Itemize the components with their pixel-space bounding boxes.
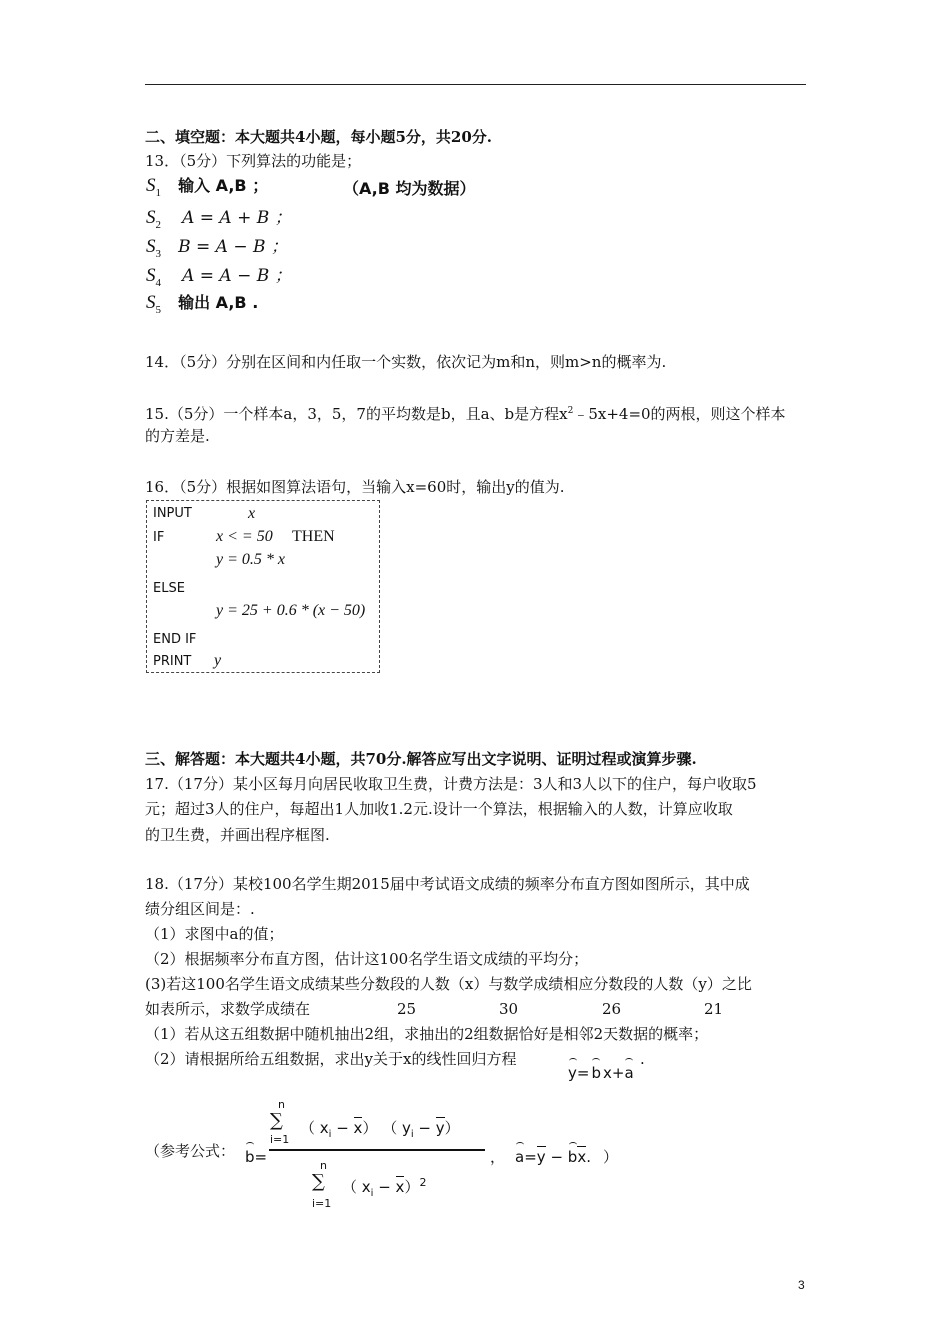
- sum-bottom: i=1: [312, 1197, 332, 1210]
- q18-line7: （1）若从这五组数据中随机抽出2组，求抽出的2组数据恰好是相邻2天数据的概率；: [145, 1025, 709, 1043]
- formula-b-hat: b=: [245, 1148, 268, 1166]
- code-if-kw: IF: [153, 530, 165, 545]
- page-number: 3: [798, 1278, 805, 1292]
- q13-step-5: $S_5$ 输出 A,B .: [146, 292, 259, 316]
- q18-line5: (3)若这100名学生语文成绩某些分数段的人数（x）与数学成绩相应分数段的人数（y）之比: [145, 975, 752, 993]
- code-assign-2: y = 25 + 0.6 * (x − 50): [216, 602, 366, 619]
- sum-sign: ∑: [312, 1171, 325, 1192]
- q17-line1: 17.（17分）某小区每月向居民收取卫生费，计费方法是：3人和3人以下的住户，每户收取5: [145, 775, 757, 793]
- step-text: 输出 A,B .: [178, 293, 259, 312]
- code-if-cond: x < = 50: [216, 528, 273, 545]
- table-value: 30: [499, 1000, 519, 1018]
- code-input-var: x: [248, 505, 256, 522]
- code-print-kw: PRINT: [153, 654, 192, 669]
- step-label: $S_1$: [146, 175, 161, 199]
- fraction-bar: [269, 1149, 485, 1151]
- code-input-kw: INPUT: [153, 506, 192, 521]
- step-text: A = A + B ；: [182, 208, 292, 228]
- code-endif-kw: END IF: [153, 632, 197, 647]
- section2-heading: 二、填空题：本大题共4小题，每小题5分，共20分.: [145, 128, 492, 146]
- q13-stem: 13．（5分）下列算法的功能是；: [145, 152, 362, 170]
- q18-line1: 18.（17分）某校100名学生期2015届中考试语文成绩的频率分布直方图如图所示，其中成: [145, 875, 750, 893]
- sum-top: n: [278, 1098, 285, 1111]
- formula-numerator: （ $x_i - x$） （ $y_i - y$）: [300, 1119, 460, 1140]
- q17-line3: 的卫生费，并画出程序框图.: [145, 826, 330, 844]
- formula-prefix: （参考公式：: [145, 1142, 236, 1160]
- formula-denominator: （ $x_i - x)^2$: [342, 1176, 427, 1199]
- q18-line6: 如表所示，求数学成绩在: [145, 1000, 311, 1018]
- regression-period: .: [640, 1050, 645, 1068]
- q13-step-1-note: （A,B 均为数据）: [343, 179, 476, 198]
- q18-line3: （1）求图中a的值；: [145, 925, 284, 943]
- q18-line8: （2）请根据所给五组数据，求出y关于x的线性回归方程: [145, 1050, 517, 1068]
- code-print-var: y: [214, 652, 222, 669]
- code-assign-1: y = 0.5 * x: [216, 551, 285, 568]
- q17-line2: 元；超过3人的住户，每超出1人加收1.2元.设计一个算法，根据输入的人数，计算应收取: [145, 800, 733, 818]
- step-text: B = A − B ；: [178, 237, 288, 257]
- q13-step-1: [146, 173, 268, 199]
- q18-line2: 绩分组区间是：.: [145, 900, 255, 918]
- sum-top: n: [320, 1159, 327, 1172]
- q15-line2: 的方差是.: [145, 427, 210, 445]
- regression-equation: y= b x+a: [568, 1064, 634, 1082]
- table-value: 21: [704, 1000, 724, 1018]
- q15-line1: 15.（5分）一个样本a，3，5，7的平均数是b，且a、b是方程$x^2﹣5x+4=0$的两根，则这个样本: [145, 405, 786, 423]
- top-rule: [145, 84, 806, 85]
- formula-a-hat: ， a=y − bx. ）: [490, 1148, 619, 1166]
- section3-heading: 三、解答题：本大题共4小题，共70分.解答应写出文字说明、证明过程或演算步骤.: [145, 750, 697, 768]
- q18-line4: （2）根据频率分布直方图，估计这100名学生语文成绩的平均分；: [145, 950, 589, 968]
- code-then-kw: THEN: [292, 528, 335, 545]
- q14-text: 14．（5分）分别在区间和内任取一个实数，依次记为m和n，则m>n的概率为.: [145, 353, 667, 371]
- step-text: A = A − B ；: [182, 266, 292, 286]
- q13-step-2: $S_2$ A = A + B ；: [146, 207, 292, 231]
- step-text: 输入 A,B ；: [178, 176, 269, 195]
- code-else-kw: ELSE: [153, 581, 185, 596]
- q13-step-4: $S_4$ A = A − B ；: [146, 265, 292, 289]
- table-value: 25: [397, 1000, 417, 1018]
- q16-text: 16．（5分）根据如图算法语句，当输入x=60时，输出y的值为.: [145, 478, 565, 496]
- sum-sign: ∑: [270, 1110, 283, 1131]
- q13-step-3: $S_3$ B = A − B ；: [146, 236, 288, 260]
- table-value: 26: [602, 1000, 622, 1018]
- sum-bottom: i=1: [270, 1133, 290, 1146]
